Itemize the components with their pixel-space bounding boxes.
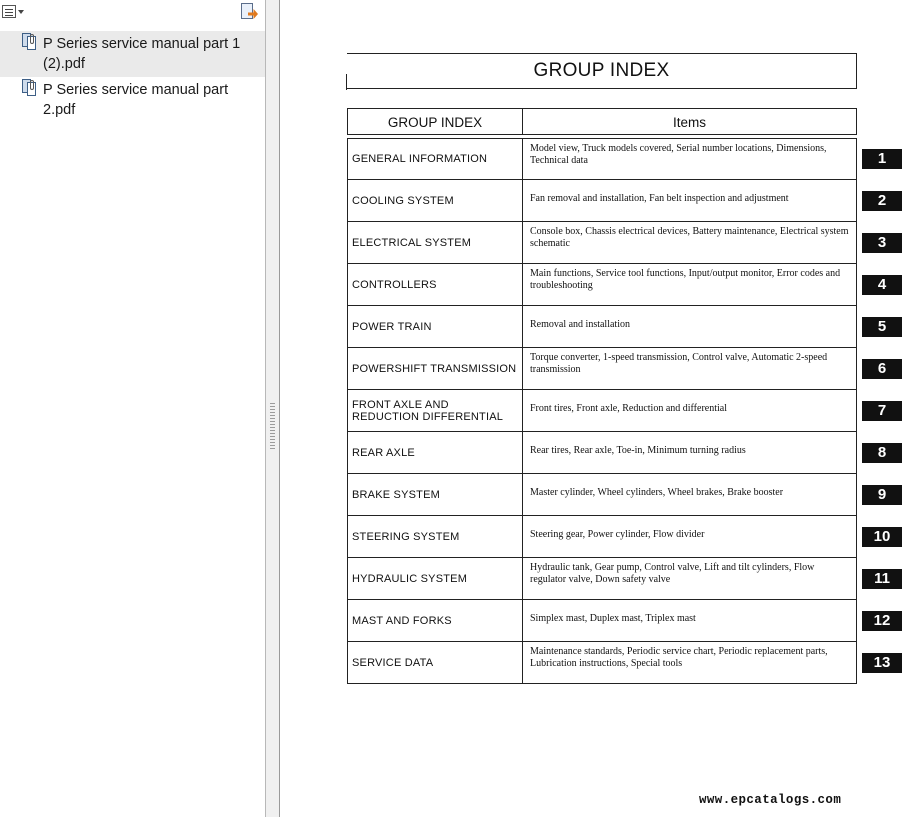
section-tab: 12 (862, 611, 902, 631)
group-items: Model view, Truck models covered, Serial number locations, Dimensions, Technical data (530, 143, 827, 166)
table-row (347, 516, 857, 558)
group-name: REAR AXLE (348, 432, 523, 473)
group-name: BRAKE SYSTEM (348, 474, 523, 515)
watermark-text: www.epcatalogs.com (699, 793, 842, 807)
group-name: STEERING SYSTEM (348, 516, 523, 557)
group-items: Removal and installation (530, 319, 630, 330)
group-items: Steering gear, Power cylinder, Flow divider (530, 529, 705, 540)
group-items: Hydraulic tank, Gear pump, Control valve, Lift and tilt cylinders, Flow regulator valve, Down safety valve (530, 562, 815, 585)
section-tab: 3 (862, 233, 902, 253)
section-tab: 11 (862, 569, 902, 589)
group-items: Console box, Chassis electrical devices, Battery maintenance, Electrical system schematic (530, 226, 849, 249)
splitter-grip-icon[interactable] (270, 403, 275, 449)
table-header (347, 108, 857, 135)
page-title-box (347, 53, 857, 89)
group-items: Master cylinder, Wheel cylinders, Wheel brakes, Brake booster (530, 487, 784, 498)
group-index-table (347, 108, 857, 684)
group-items: Torque converter, 1-speed transmission, Control valve, Automatic 2-speed transmission (530, 352, 828, 375)
table-row (347, 222, 857, 264)
attachment-label: P Series service manual part 2.pdf (43, 82, 229, 118)
group-items: Fan removal and installation, Fan belt inspection and adjustment (530, 193, 789, 204)
section-tab: 7 (862, 401, 902, 421)
table-row (347, 432, 857, 474)
group-name: FRONT AXLE AND REDUCTION DIFFERENTIAL (348, 390, 523, 431)
pane-splitter[interactable] (266, 0, 280, 817)
section-tab: 4 (862, 275, 902, 295)
page-title: GROUP INDEX (533, 60, 670, 81)
group-name: POWER TRAIN (348, 306, 523, 347)
table-row (347, 348, 857, 390)
table-row (347, 138, 857, 180)
pdf-attachment-icon (22, 79, 38, 97)
group-name: HYDRAULIC SYSTEM (348, 558, 523, 599)
attachment-item-part2[interactable] (0, 77, 265, 123)
table-header-group: GROUP INDEX (348, 109, 523, 134)
group-items: Maintenance standards, Periodic service chart, Periodic replacement parts, Lubrication instructions, Special tools (530, 646, 828, 669)
pdf-attachment-icon (22, 33, 38, 51)
group-items: Front tires, Front axle, Reduction and differential (530, 403, 727, 414)
document-page (281, 0, 912, 817)
list-options-icon[interactable] (2, 4, 26, 20)
group-name: POWERSHIFT TRANSMISSION (348, 348, 523, 389)
section-tab: 9 (862, 485, 902, 505)
table-row (347, 264, 857, 306)
group-name: SERVICE DATA (348, 642, 523, 683)
group-name: CONTROLLERS (348, 264, 523, 305)
section-tab: 5 (862, 317, 902, 337)
table-row (347, 180, 857, 222)
attachment-label: P Series service manual part 1 (2).pdf (43, 36, 241, 72)
save-attachment-icon[interactable] (240, 3, 258, 21)
table-row (347, 558, 857, 600)
table-row (347, 306, 857, 348)
group-items: Main functions, Service tool functions, Input/output monitor, Error codes and troubleshooting (530, 268, 841, 291)
group-name: GENERAL INFORMATION (348, 139, 523, 179)
table-row (347, 390, 857, 432)
section-tab: 13 (862, 653, 902, 673)
table-row (347, 474, 857, 516)
section-tab: 1 (862, 149, 902, 169)
section-tab: 8 (862, 443, 902, 463)
attachments-panel (0, 0, 266, 817)
group-name: MAST AND FORKS (348, 600, 523, 641)
attachment-item-part1[interactable] (0, 31, 265, 77)
table-row (347, 600, 857, 642)
attachments-toolbar (0, 0, 266, 26)
group-items: Rear tires, Rear axle, Toe-in, Minimum turning radius (530, 445, 746, 456)
group-items: Simplex mast, Duplex mast, Triplex mast (530, 613, 696, 624)
group-name: COOLING SYSTEM (348, 180, 523, 221)
table-header-items: Items (672, 115, 706, 130)
table-row (347, 642, 857, 684)
section-tab: 10 (862, 527, 902, 547)
group-name: ELECTRICAL SYSTEM (348, 222, 523, 263)
section-tab: 6 (862, 359, 902, 379)
section-tab: 2 (862, 191, 902, 211)
